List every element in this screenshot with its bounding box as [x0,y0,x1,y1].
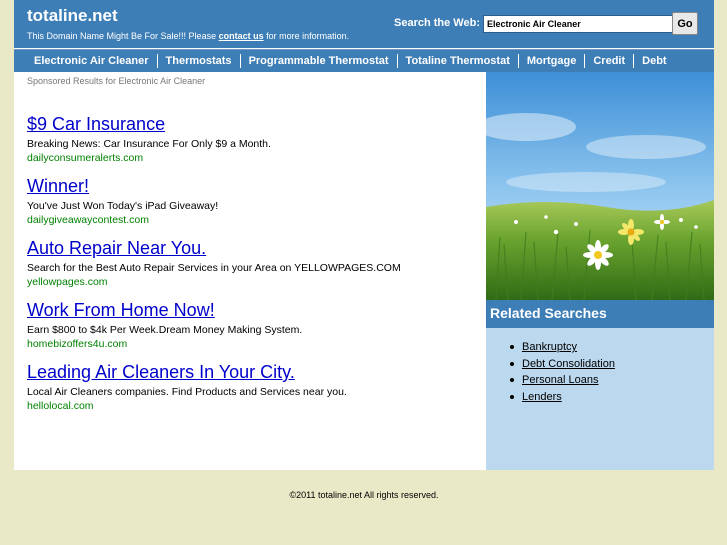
copyright-text: ©2011 totaline.net All rights reserved. [289,490,439,500]
for-sale-tagline [27,31,349,41]
nav-divider [240,54,241,68]
nav-item-debt[interactable]: Debt [642,55,667,67]
nav-divider [584,54,585,68]
nav-item-electronic-air-cleaner[interactable]: Electronic Air Cleaner [34,55,149,67]
nav-item-programmable-thermostat[interactable]: Programmable Thermostat [248,55,389,67]
ad-description: Earn $800 to $4k Per Week.Dream Money Making System. [27,324,303,336]
search-input[interactable] [483,15,673,33]
list-item [522,356,615,373]
related-link-personal-loans[interactable]: Personal Loans [522,374,599,386]
ad-display-url[interactable]: homebizoffers4u.com [27,338,128,350]
bullet-icon [510,378,514,382]
sponsored-ads-list [27,114,477,424]
nav-list [34,50,667,72]
bullet-icon [510,395,514,399]
ad-display-url[interactable]: dailyconsumeralerts.com [27,152,144,164]
related-searches-panel [486,328,714,470]
list-item [522,389,615,406]
nav-divider [157,54,158,68]
sponsored-results-label: Sponsored Results for Electronic Air Cleaner [27,76,206,86]
nav-item-credit[interactable]: Credit [593,55,626,67]
ad-item [27,300,477,351]
ad-title-link[interactable]: Work From Home Now! [27,300,215,320]
related-searches-header [486,300,714,328]
ad-display-url[interactable]: hellolocal.com [27,400,94,412]
search-label: Search the Web: [394,17,480,29]
nav-divider [633,54,634,68]
nav-item-thermostats[interactable]: Thermostats [165,55,232,67]
site-header [14,0,714,48]
ad-item [27,114,477,165]
go-button[interactable]: Go [672,12,698,35]
nav-item-totaline-thermostat[interactable]: Totaline Thermostat [405,55,510,67]
meadow-flowers-image [486,72,714,300]
ad-item [27,362,477,413]
related-link-lenders[interactable]: Lenders [522,390,562,403]
related-link-debt-consolidation[interactable]: Debt Consolidation [522,357,615,370]
ad-title-link[interactable]: Auto Repair Near You. [27,238,207,258]
ad-display-url[interactable]: dailygiveawaycontest.com [27,214,149,226]
ad-description: You've Just Won Today's iPad Giveaway! [27,200,219,212]
list-item [522,339,615,356]
ad-display-url[interactable]: yellowpages.com [27,276,108,288]
ad-description: Breaking News: Car Insurance For Only $9 a Month. [27,138,271,150]
tagline-suffix: for more information. [263,31,350,41]
bullet-icon [510,345,514,349]
meadow-illustration [486,72,714,300]
contact-us-link[interactable]: contact us [218,31,264,41]
related-searches-title: Related Searches [490,305,607,321]
ad-description: Local Air Cleaners companies. Find Products and Services near you. [27,386,347,398]
ad-item [27,176,477,227]
related-searches-list [522,339,615,405]
list-item [522,372,615,389]
category-navbar [14,49,714,72]
nav-divider [397,54,398,68]
page-footer [14,481,714,545]
ad-title-link[interactable]: Leading Air Cleaners In Your City. [27,362,295,382]
site-title[interactable]: totaline.net [27,6,118,25]
ad-description: Search for the Best Auto Repair Services in your Area on YELLOWPAGES.COM [27,262,401,274]
tagline-prefix: This Domain Name Might Be For Sale!!! Please [27,31,219,41]
ad-item [27,238,477,289]
ad-title-link[interactable]: Winner! [27,176,90,196]
bullet-icon [510,362,514,366]
ad-title-link[interactable]: $9 Car Insurance [27,114,166,134]
nav-divider [518,54,519,68]
nav-item-mortgage[interactable]: Mortgage [526,55,577,67]
related-link-bankruptcy[interactable]: Bankruptcy [522,341,578,353]
